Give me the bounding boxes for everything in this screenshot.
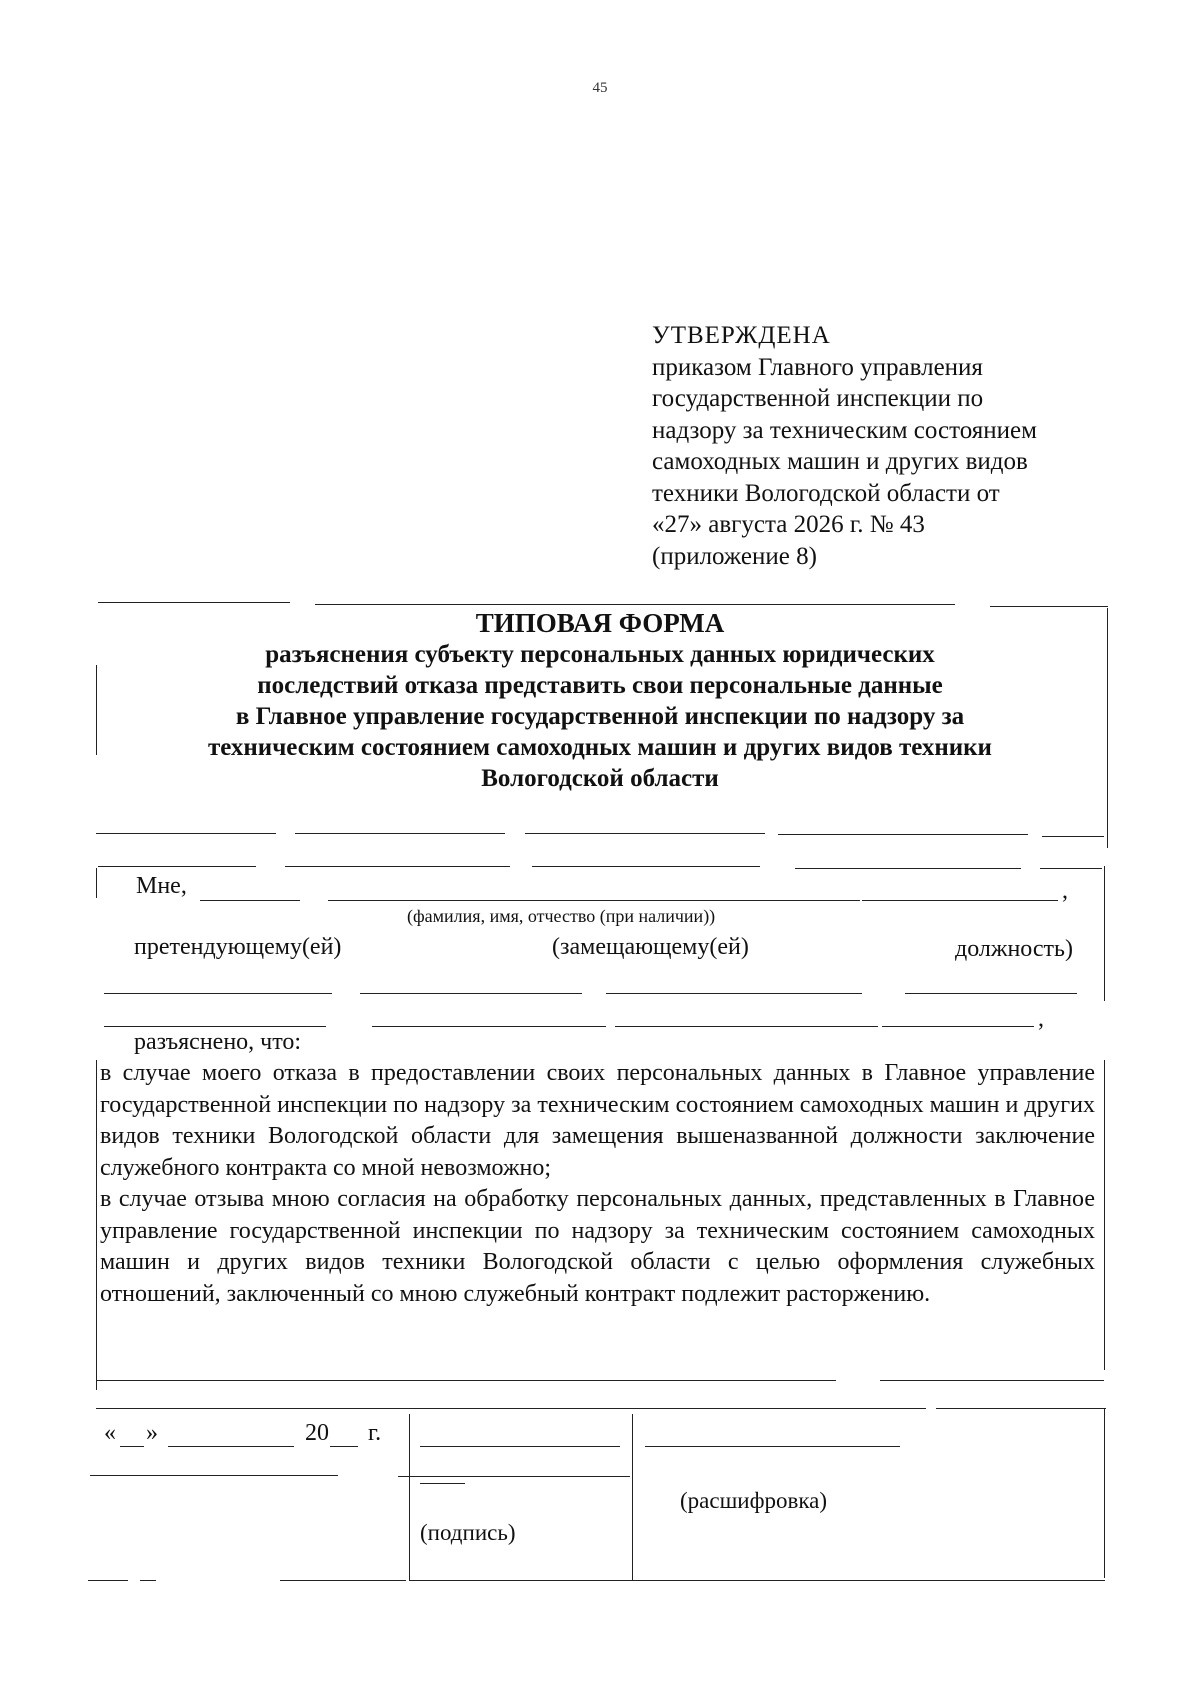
- date-open-quote: «: [104, 1420, 116, 1446]
- separator-line: [936, 1408, 1106, 1409]
- separator-line: [880, 1380, 1104, 1381]
- form-subtitle-line: в Главное управление государственной инспекции по надзору за: [235, 703, 965, 730]
- explanation-text: [100, 1058, 1095, 1310]
- decode-field-line: [645, 1446, 900, 1447]
- form-subtitle-line: разъяснения субъекту персональных данных юридических: [265, 641, 935, 668]
- approval-line: государственной инспекции по: [652, 385, 984, 412]
- frame-left-line: [96, 1060, 97, 1390]
- fio-field-line: [328, 900, 860, 901]
- separator-line: [778, 834, 1028, 835]
- explanation-paragraph-revocation: в случае отзыва мною согласия на обработку персональных данных, представленных в Главное управление государственной инспекции по надзору за техническим состоянием самоходных машин и других видов техники Вологодской области с целью оформления служебных отношений, заключенный со мною служебный контракт подлежит расторжению.: [100, 1186, 1095, 1307]
- explanation-paragraph-refusal: в случае моего отказа в предоставлении своих персональных данных в Главное управление государственной инспекции по надзору за техническим состоянием самоходных машин и других видов техники Вологодской области для замещения вышеназванной должности заключение служебного контракта со мной невозможно;: [100, 1060, 1095, 1181]
- frame-top-line: [990, 606, 1108, 607]
- position-field-line: [905, 993, 1077, 994]
- date-close-quote: »: [146, 1420, 158, 1446]
- fio-caption: (фамилия, имя, отчество (при наличии)): [407, 906, 716, 926]
- separator-line: [295, 833, 505, 834]
- day-field-line: [120, 1446, 144, 1447]
- approval-line: надзору за техническим состоянием: [652, 416, 1037, 444]
- position-field-line: [104, 993, 332, 994]
- separator-line: [525, 833, 765, 834]
- bottom-line: [88, 1580, 128, 1581]
- decode-caption: (расшифровка): [680, 1488, 828, 1513]
- separator-line: [532, 866, 760, 867]
- form-title-block: [90, 608, 1110, 794]
- bottom-line: [140, 1580, 156, 1581]
- frame-right-line: [1104, 1060, 1105, 1370]
- position-label-applying: претендующему(ей): [134, 934, 342, 960]
- form-title: ТИПОВАЯ ФОРМА: [475, 608, 725, 638]
- signature-field-line: [420, 1483, 465, 1484]
- frame-top-line: [315, 604, 955, 605]
- approval-line: самоходных машин и других видов: [652, 448, 1028, 475]
- position-field-line: [104, 1026, 326, 1027]
- month-field-line: [168, 1446, 294, 1447]
- approval-title: УТВЕРЖДЕНА: [652, 322, 831, 349]
- approval-line: техники Вологодской области от: [652, 479, 1000, 507]
- fio-field-line: [862, 900, 1058, 901]
- position-field-line: [360, 993, 582, 994]
- fio-comma: ,: [1062, 878, 1068, 904]
- separator-line: [96, 833, 276, 834]
- bottom-line: [409, 1580, 1105, 1581]
- year-field-line: [330, 1446, 358, 1447]
- separator-line: [1040, 868, 1102, 869]
- page-number: 45: [592, 80, 608, 96]
- frame-right-line: [1104, 1408, 1105, 1578]
- separator-line: [1042, 836, 1104, 837]
- approval-line: (приложение 8): [652, 542, 817, 570]
- separator-line: [96, 1380, 836, 1381]
- fio-field-line: [200, 900, 300, 901]
- bottom-line: [280, 1580, 406, 1581]
- signature-cell-divider: [409, 1414, 410, 1580]
- position-field-line: [615, 1026, 878, 1027]
- form-subtitle-line: техническим состоянием самоходных машин и других видов техники: [208, 734, 992, 761]
- frame-right-line: [1104, 866, 1105, 1001]
- form-subtitle-line: последствий отказа представить свои персональные данные: [257, 672, 943, 699]
- separator-line: [285, 866, 510, 867]
- signature-field-line: [398, 1476, 630, 1477]
- signature-caption: (подпись): [420, 1520, 516, 1545]
- year-suffix: г.: [368, 1420, 382, 1446]
- separator-line: [98, 866, 256, 867]
- position-field-line: [882, 1026, 1034, 1027]
- approval-line: «27» августа 2026 г. № 43: [652, 511, 925, 538]
- position-label-position: должность): [955, 936, 1073, 962]
- year-prefix: 20: [305, 1420, 329, 1446]
- separator-line: [96, 1408, 926, 1409]
- separator-line: [795, 868, 1021, 869]
- frame-left-line: [96, 868, 97, 898]
- explained-label: разъяснено, что:: [134, 1029, 302, 1055]
- position-label-holding: (замещающему(ей): [552, 934, 749, 960]
- frame-top-line: [98, 602, 290, 603]
- me-label: Мне,: [136, 873, 187, 899]
- approval-line: приказом Главного управления: [652, 353, 983, 381]
- form-subtitle-line: Вологодской области: [481, 765, 719, 792]
- position-field-line: [372, 1026, 606, 1027]
- signature-field-line: [420, 1446, 620, 1447]
- position-field-line: [606, 993, 862, 994]
- date-underline: [90, 1475, 338, 1476]
- position-comma: ,: [1038, 1006, 1044, 1032]
- approval-block: [652, 320, 1112, 572]
- signature-cell-divider: [632, 1414, 633, 1580]
